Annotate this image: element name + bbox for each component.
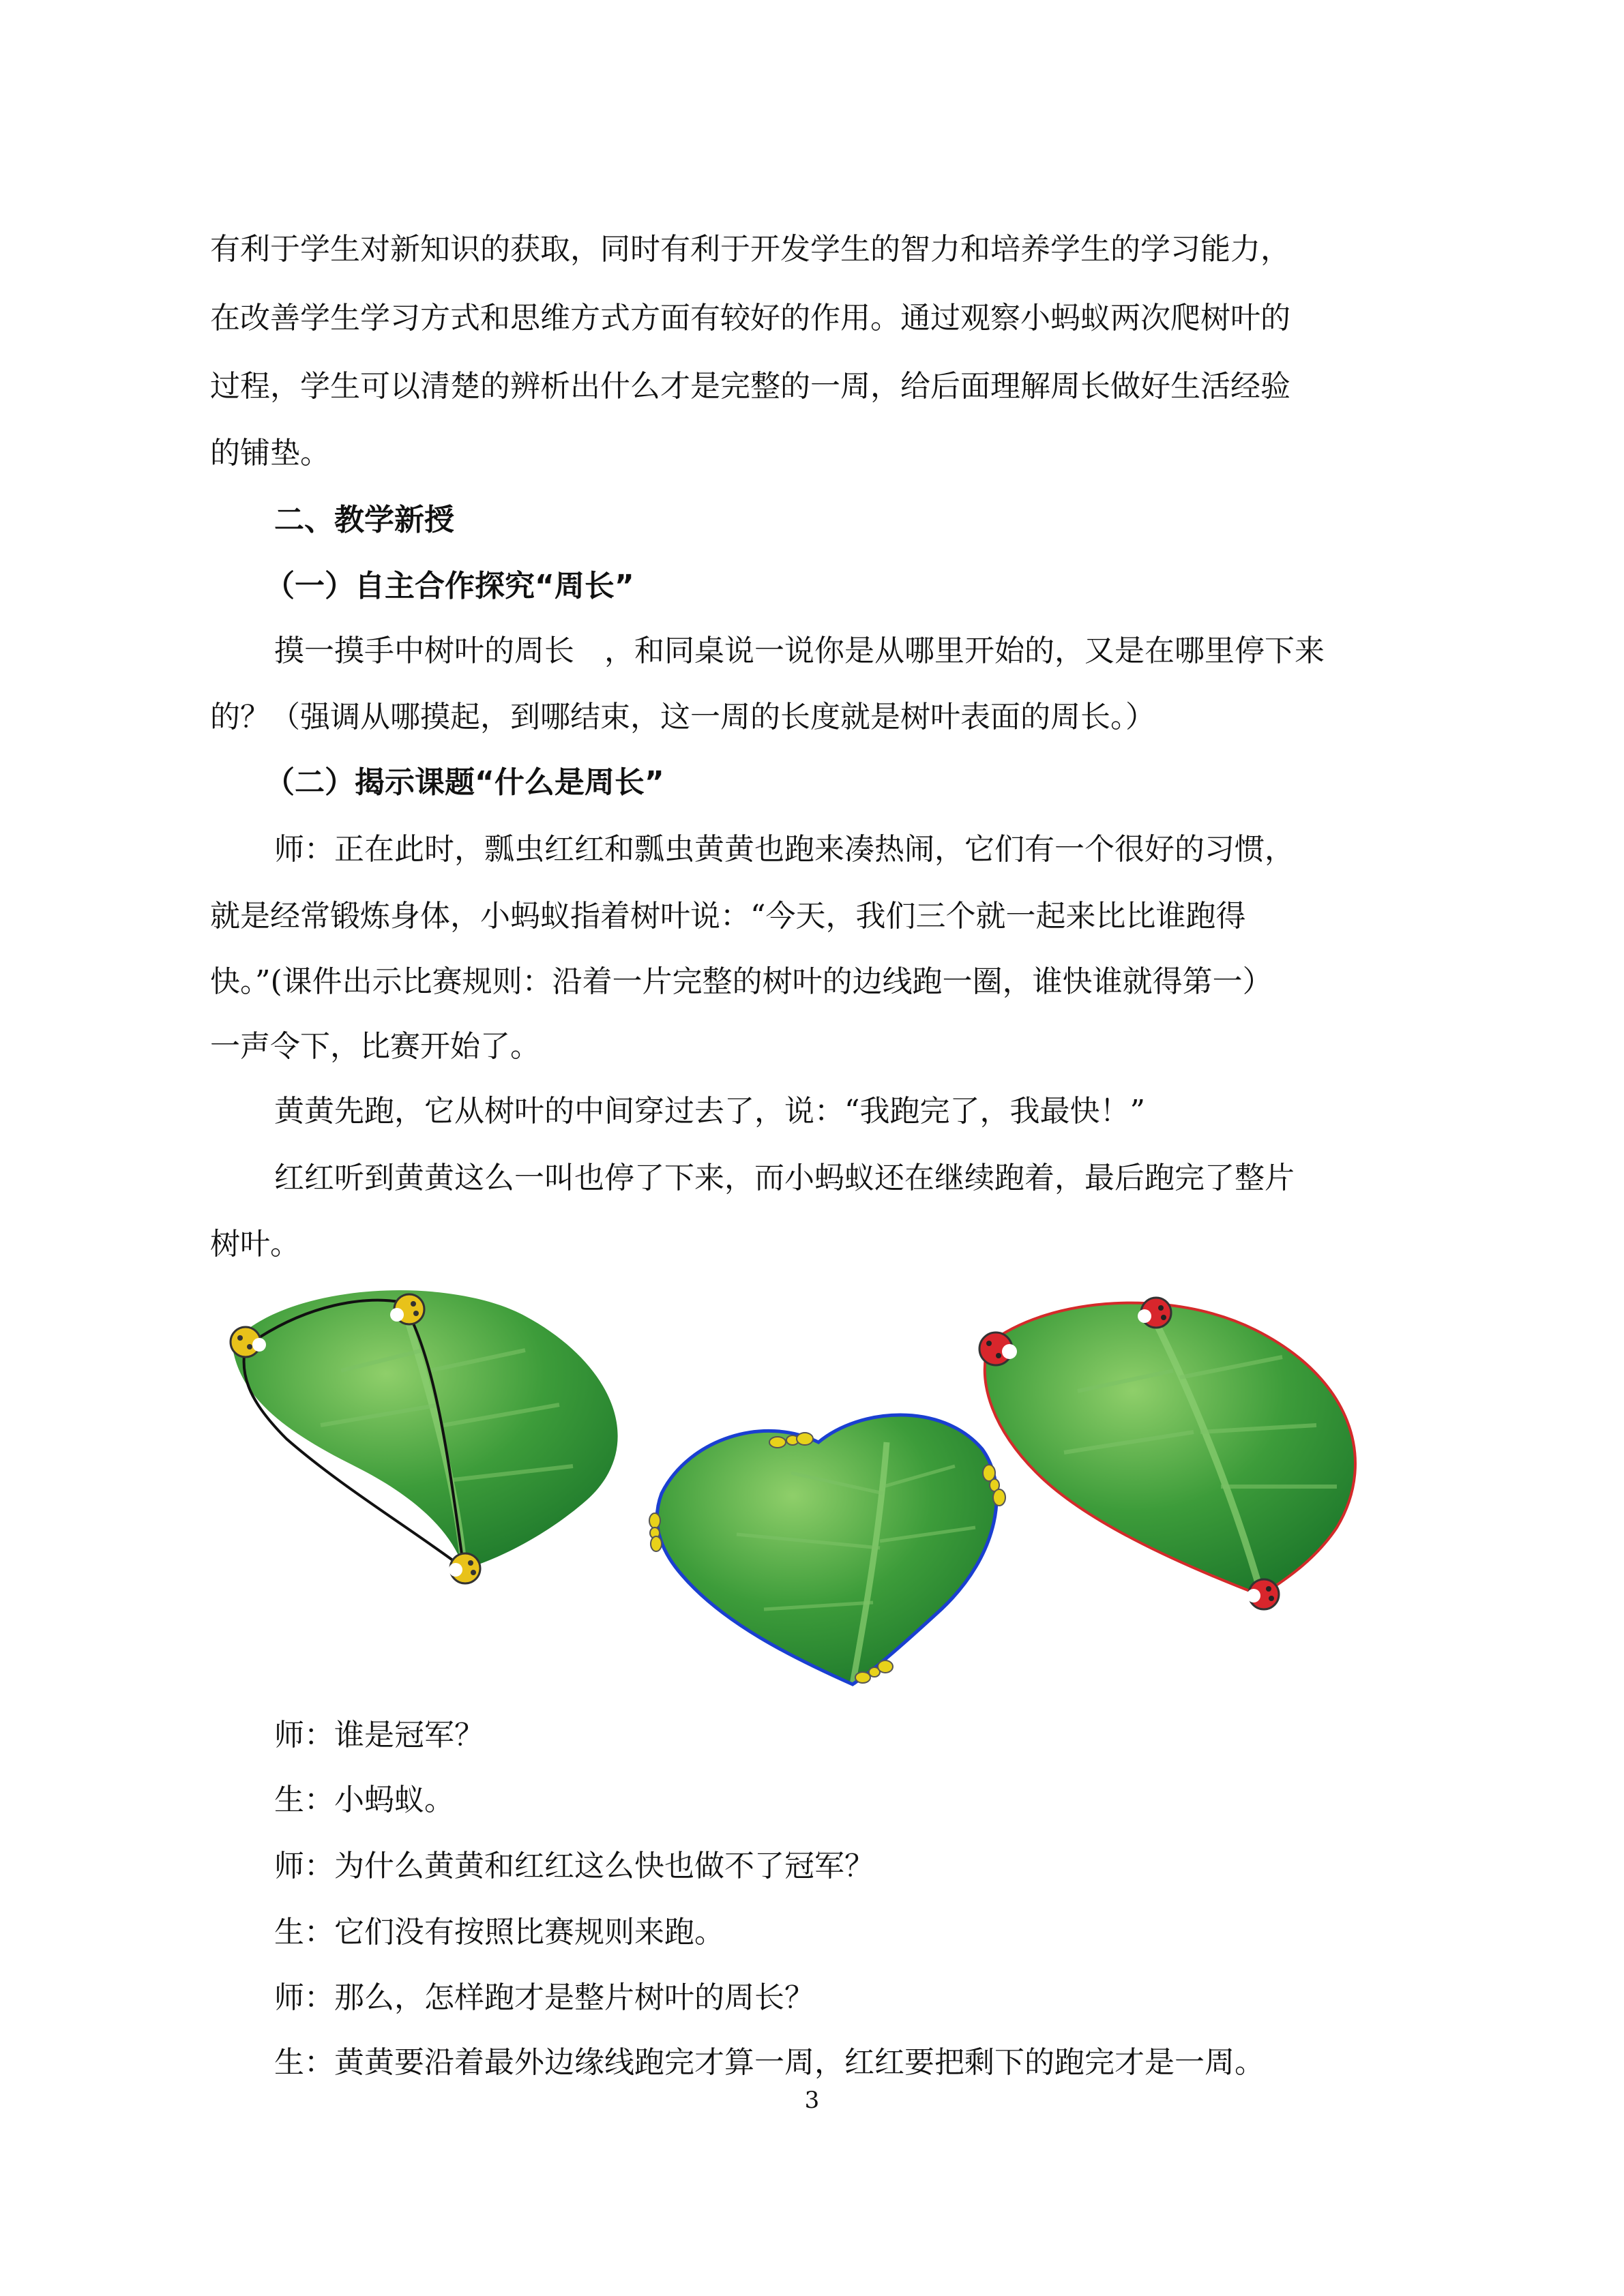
leaf-middle: [649, 1415, 1005, 1684]
text-line: 在改善学生学习方式和思维方式方面有较好的作用。通过观察小蚂蚁两次爬树叶的: [210, 301, 1290, 336]
text-line: 的？（强调从哪摸起，到哪结束，这一周的长度就是树叶表面的周长。）: [210, 700, 1155, 734]
page-number: 3: [804, 2087, 820, 2114]
text-line: 师：谁是冠军？: [274, 1718, 484, 1753]
text-line: 师：那么，怎样跑才是整片树叶的周长？: [274, 1980, 814, 2015]
subsection-heading: （一）自主合作探究“周长”: [265, 569, 634, 603]
text-line: 生：小蚂蚁。: [274, 1783, 454, 1817]
text-line: 师：为什么黄黄和红红这么快也做不了冠军？: [274, 1849, 874, 1883]
text-line: 快。”(课件出示比赛规则：沿着一片完整的树叶的边线跑一圈，谁快谁就得第一）: [210, 964, 1273, 999]
text-line: 生：黄黄要沿着最外边缘线跑完才算一周，红红要把剩下的跑完才是一周。: [274, 2045, 1265, 2080]
leaf-race-illustration: [205, 1268, 1405, 1705]
text-line: 过程，学生可以清楚的辨析出什么才是完整的一周，给后面理解周长做好生活经验: [210, 369, 1290, 404]
subsection-heading: （二）揭示课题“什么是周长”: [265, 765, 664, 800]
text-line: 一声令下，比赛开始了。: [210, 1029, 540, 1064]
text-line: 摸一摸手中树叶的周长 ，和同桌说一说你是从哪里开始的，又是在哪里停下来: [274, 633, 1325, 668]
text-line: 就是经常锻炼身体，小蚂蚁指着树叶说：“今天，我们三个就一起来比比谁跑得: [210, 899, 1246, 934]
text-line: 的铺垫。: [210, 436, 330, 471]
text-line: 红红听到黄黄这么一叫也停了下来，而小蚂蚁还在继续跑着，最后跑完了整片: [274, 1161, 1295, 1195]
leaf-left: [231, 1290, 618, 1583]
ant-icon: [649, 1513, 662, 1551]
text-line: 树叶。: [210, 1227, 300, 1262]
text-line: 有利于学生对新知识的获取，同时有利于开发学生的智力和培养学生的学习能力，: [210, 232, 1290, 267]
text-line: 生：它们没有按照比赛规则来跑。: [274, 1915, 724, 1950]
text-line: 黄黄先跑，它从树叶的中间穿过去了，说：“我跑完了，我最快！”: [274, 1094, 1145, 1129]
section-heading: 二、教学新授: [274, 503, 454, 537]
text-line: 师：正在此时，瓢虫红红和瓢虫黄黄也跑来凑热闹，它们有一个很好的习惯，: [274, 832, 1295, 867]
leaf-right: [979, 1298, 1355, 1609]
yellow-ladybug-icon: [449, 1553, 480, 1583]
